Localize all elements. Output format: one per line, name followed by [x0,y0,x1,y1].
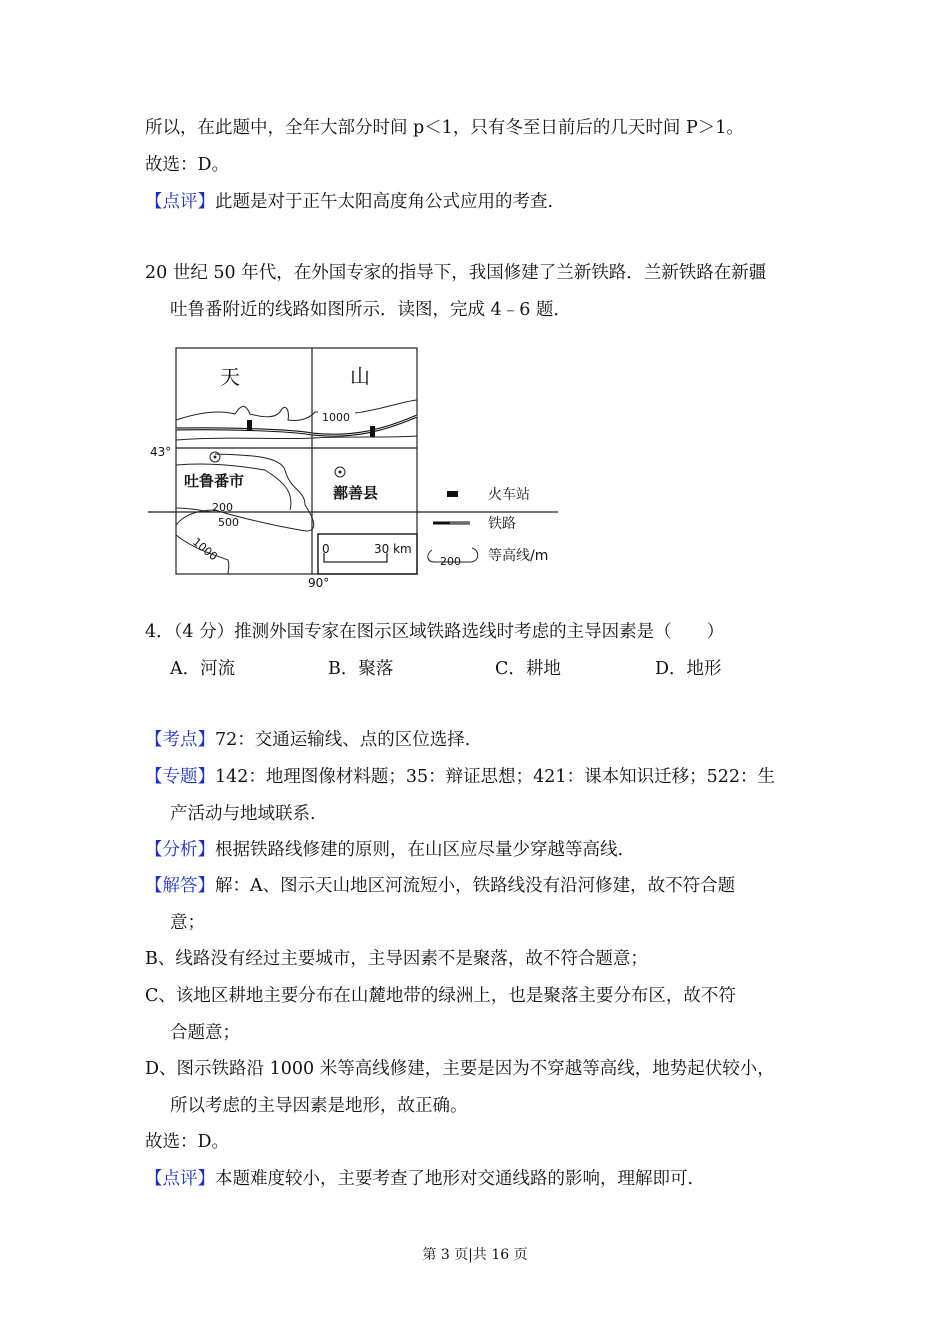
jieda-tag: 【解答】 [145,876,215,896]
fenxi-tag: 【分析】 [145,840,215,860]
dianping-line [145,1167,693,1191]
option-b: B．聚落 [328,659,394,679]
legend-label: 等高线/m [488,548,549,564]
dianping-text: 本题难度较小，主要考查了地形对交通线路的影响，理解即可. [215,1169,694,1189]
zhuanti-tag: 【专题】 [145,767,215,787]
answer-d-line-2: 所以考虑的主导因素是地形，故正确。 [170,1096,468,1116]
page-footer: 第 3 页|共 16 页 [422,1247,528,1263]
station-marker [247,420,252,430]
intro-line: 吐鲁番附近的线路如图所示．读图，完成 4﹣6 题． [170,300,571,320]
answer-c-line-2: 合题意； [170,1023,240,1043]
question-stem: 4．（4 分）推测外国专家在图示区域铁路选线时考虑的主导因素是（ ） [145,622,725,642]
zhuanti-text: 142：地理图像材料题；35：辩证思想；421：课本知识迁移；522：生 [215,767,775,787]
jieda-text: 解：A、图示天山地区河流短小，铁路线没有沿河修建，故不符合题 [215,876,736,896]
contour-label: 1000 [322,411,350,424]
kaodian-text: 72：交通运输线、点的区位选择. [215,730,471,750]
zhuanti-line-2: 产活动与地域联系. [170,804,316,824]
answer-b-line: B、线路没有经过主要城市，主导因素不是聚落，故不符合题意； [145,949,648,969]
contour-label: 200 [212,501,233,514]
station-marker [370,426,375,437]
fenxi-text: 根据铁路线修建的原则，在山区应尽量少穿越等高线. [215,840,624,860]
city-label: 鄯善县 [333,484,379,502]
answer-c-line: C、该地区耕地主要分布在山麓地带的绿洲上，也是聚落主要分布区，故不符 [145,986,736,1006]
comment-line [145,190,553,214]
city-label: 吐鲁番市 [184,472,245,490]
text-line: 所以，在此题中，全年大部分时间 p＜1，只有冬至日前后的几天时间 P＞1。 [145,118,744,138]
longitude-label: 90° [308,576,330,590]
option-c: C．耕地 [495,659,561,679]
contour-label: 1000 [190,535,220,564]
legend-label: 火车站 [488,487,530,503]
legend-station-icon [447,491,458,497]
answer-d-line: D、图示铁路沿 1000 米等高线修建，主要是因为不穿越等高线，地势起伏较小， [145,1059,775,1079]
jieda-line-2: 意； [170,913,205,933]
comment-text: 此题是对于正午太阳高度角公式应用的考查. [215,192,554,212]
intro-line: 20 世纪 50 年代，在外国专家的指导下，我国修建了兰新铁路．兰新铁路在新疆 [145,263,767,283]
map-label-tian: 天 [220,365,240,389]
answer-line: 故选：D。 [145,1132,230,1152]
zhuanti-line [145,765,775,789]
jieda-line [145,874,735,898]
kaodian-tag: 【考点】 [145,730,215,750]
kaodian-line [145,728,470,752]
fenxi-line [145,838,623,862]
comment-tag: 【点评】 [145,192,215,212]
scale-label: 0 [322,542,330,556]
city-marker [339,471,342,474]
option-a: A．河流 [170,659,236,679]
scale-label: 30 km [374,542,412,556]
latitude-label: 43° [150,445,172,459]
dianping-tag: 【点评】 [145,1169,215,1189]
answer-line: 故选：D。 [145,155,230,175]
railway-map-figure [140,340,570,590]
legend-contour-value: 200 [440,555,461,568]
legend-label: 铁路 [488,516,516,532]
map-label-shan: 山 [350,364,370,388]
city-marker [214,456,217,459]
option-d: D．地形 [655,659,722,679]
contour-label: 500 [218,516,239,529]
